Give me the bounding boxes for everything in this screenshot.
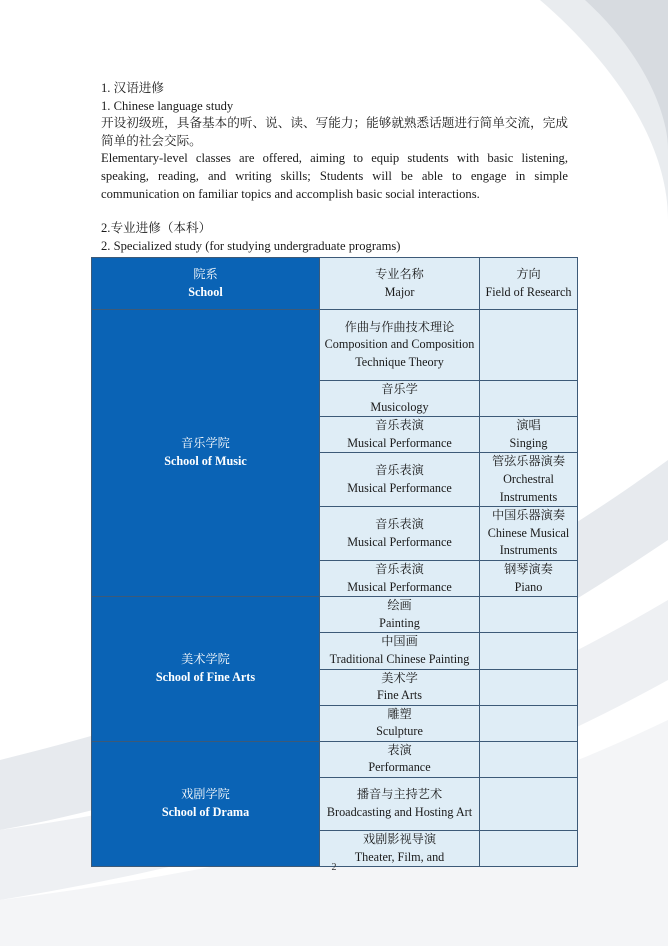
- major-cell: 播音与主持艺术 Broadcasting and Hosting Art: [320, 778, 480, 831]
- field-cell: 演唱 Singing: [480, 417, 578, 453]
- major-cell: 美术学 Fine Arts: [320, 669, 480, 705]
- table-header-row: [92, 258, 578, 310]
- field-cell: [480, 381, 578, 417]
- major-cell: 音乐学 Musicology: [320, 381, 480, 417]
- field-cell: [480, 597, 578, 633]
- field-cell: 中国乐器演奏 Chinese Musical Instruments: [480, 507, 578, 561]
- table-row: [92, 310, 578, 381]
- school-cell-drama: 戏剧学院 School of Drama: [92, 741, 320, 866]
- major-cell: 音乐表演 Musical Performance: [320, 560, 480, 596]
- section1-body-en: Elementary-level classes are offered, aiming to equip students with basic listening, speaking, reading, and writing skills; Students will be able to engage in simple communication on familiar topics and accomplish basic social interactions.: [101, 151, 568, 201]
- field-cell: [480, 741, 578, 777]
- header-major: 专业名称 Major: [320, 258, 480, 310]
- major-cell: 音乐表演 Musical Performance: [320, 417, 480, 453]
- header-school: 院系 School: [92, 258, 320, 310]
- section2-heading-zh: 2.专业进修（本科）: [101, 221, 212, 236]
- major-cell: 戏剧影视导演 Theater, Film, and: [320, 831, 480, 867]
- majors-table: [91, 257, 578, 867]
- school-cell-music: 音乐学院 School of Music: [92, 310, 320, 597]
- section1-body-zh: 开设初级班，具备基本的听、说、读、写能力；能够就熟悉话题进行简单交流，完成简单的社会交际。: [101, 116, 568, 148]
- major-cell: 音乐表演 Musical Performance: [320, 453, 480, 507]
- field-cell: [480, 705, 578, 741]
- major-cell: 雕塑 Sculpture: [320, 705, 480, 741]
- header-field: 方向 Field of Research: [480, 258, 578, 310]
- field-cell: [480, 669, 578, 705]
- major-cell: 表演 Performance: [320, 741, 480, 777]
- section1-heading-zh: 1. 汉语进修: [101, 81, 164, 95]
- field-cell: [480, 310, 578, 381]
- field-cell: 管弦乐器演奏 Orchestral Instruments: [480, 453, 578, 507]
- text-content: [101, 80, 568, 255]
- field-cell: [480, 778, 578, 831]
- major-cell: 作曲与作曲技术理论 Composition and Composition Technique Theory: [320, 310, 480, 381]
- section1-heading-en: 1. Chinese language study: [101, 98, 234, 113]
- field-cell: [480, 633, 578, 669]
- major-cell: 音乐表演 Musical Performance: [320, 507, 480, 561]
- school-cell-fine-arts: 美术学院 School of Fine Arts: [92, 597, 320, 742]
- table-row: [92, 741, 578, 777]
- section2-heading-en: 2. Specialized study (for studying undergraduate programs): [101, 238, 401, 253]
- major-cell: 中国画 Traditional Chinese Painting: [320, 633, 480, 669]
- major-cell: 绘画 Painting: [320, 597, 480, 633]
- page-number: 2: [331, 862, 337, 873]
- field-cell: 钢琴演奏 Piano: [480, 560, 578, 596]
- table-row: [92, 597, 578, 633]
